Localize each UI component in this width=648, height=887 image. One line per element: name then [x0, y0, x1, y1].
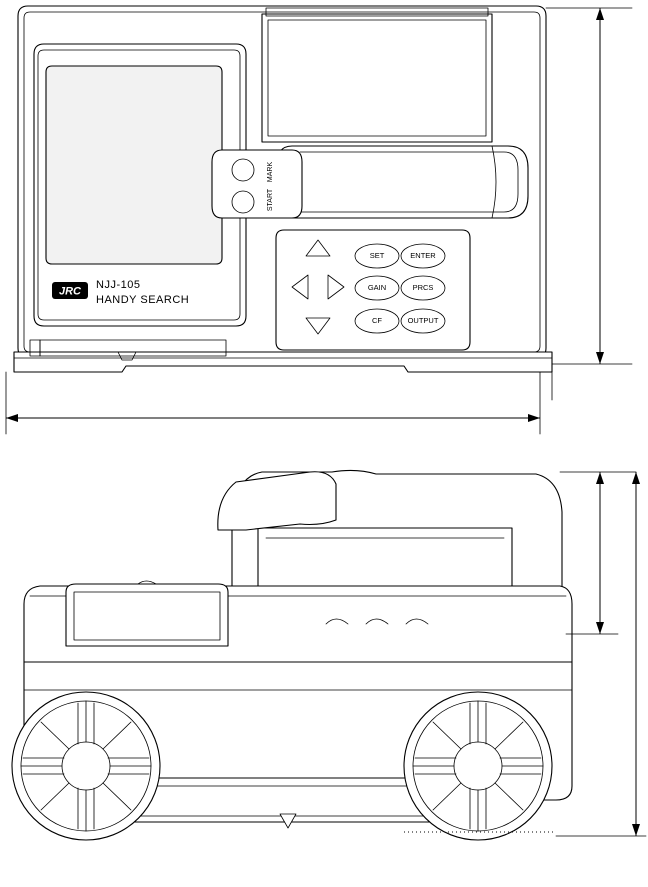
start-button[interactable] [232, 159, 254, 181]
side-wheel-right [404, 692, 552, 840]
lcd-screen [46, 66, 222, 264]
side-body-height-arrow-down [596, 622, 604, 634]
top-view-bottom-skirt [14, 352, 552, 372]
side-handle [218, 472, 336, 530]
product-name-text: HANDY SEARCH [96, 294, 190, 306]
mark-button-label: MARK [266, 161, 274, 183]
enter-key-label: ENTER [410, 250, 436, 260]
top-view-width-arrow-left [6, 414, 18, 422]
cf-key-label: CF [372, 315, 382, 325]
start-button-label: START [266, 188, 274, 212]
side-total-height-arrow-up [632, 472, 640, 484]
gain-key-label: GAIN [367, 282, 387, 292]
set-key-label: SET [369, 250, 385, 260]
top-cover-panel [262, 14, 492, 142]
handle-bar [276, 146, 528, 218]
output-key-label: OUTPUT [407, 315, 439, 325]
side-wheel-left [12, 692, 160, 840]
brand-logo-text: JRC [58, 285, 82, 298]
top-view-height-arrow-up [596, 8, 604, 20]
top-view-width-arrow-right [528, 414, 540, 422]
mark-button[interactable] [232, 191, 254, 213]
side-display-pod [66, 584, 228, 646]
side-view [12, 470, 572, 840]
top-view-height-arrow-down [596, 352, 604, 364]
side-body-height-arrow-up [596, 472, 604, 484]
model-number-text: NJJ-105 [96, 279, 141, 291]
prcs-key-label: PRCS [412, 282, 434, 292]
side-total-height-arrow-down [632, 824, 640, 836]
handle-switch-pod [212, 150, 302, 218]
top-view [14, 6, 552, 372]
